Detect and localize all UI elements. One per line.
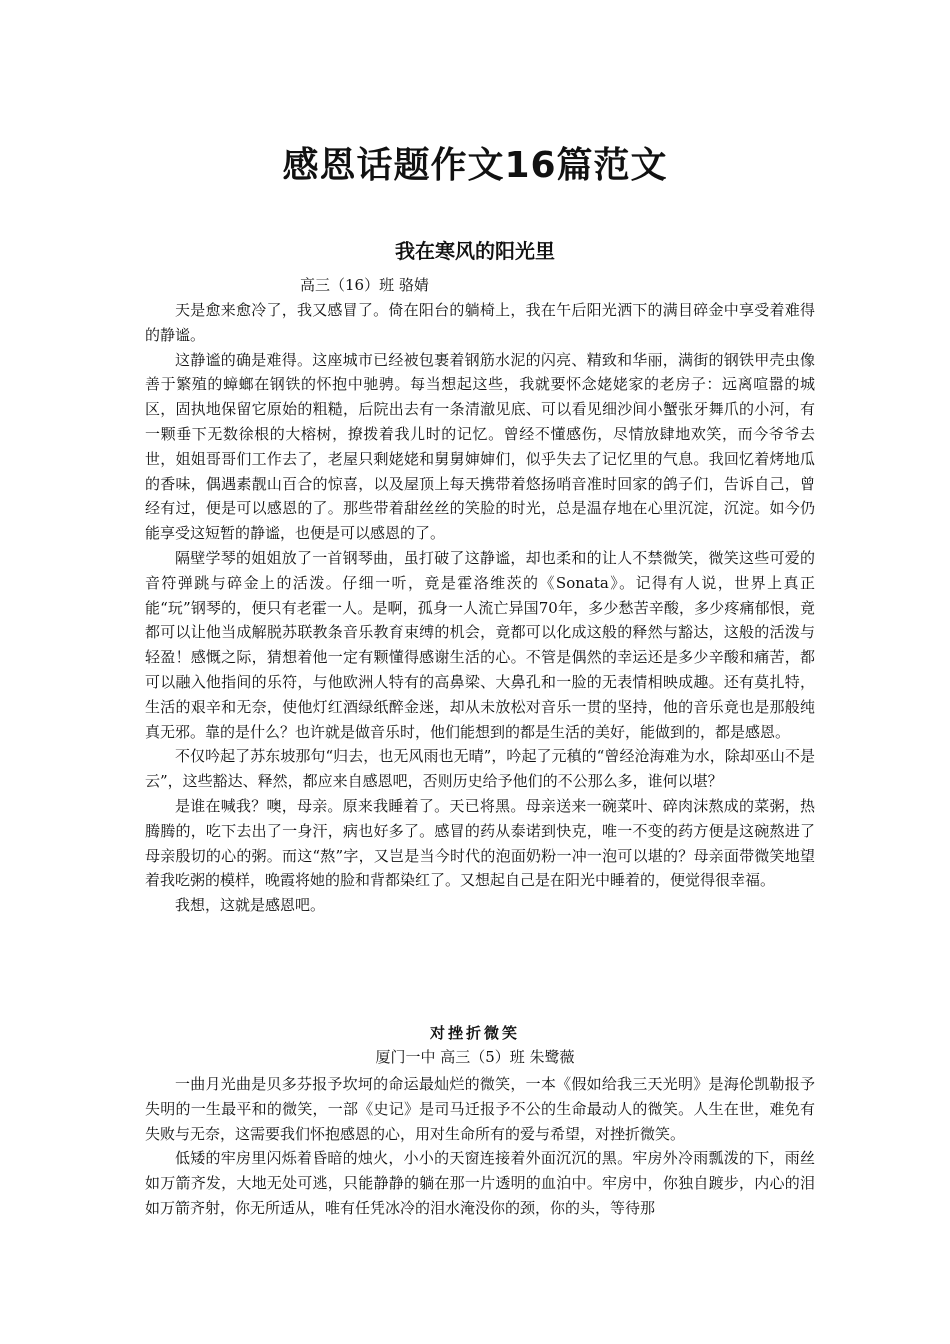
essay-title: 我在寒风的阳光里 (395, 239, 555, 263)
paragraph: 这静谧的确是难得。这座城市已经被包裹着钢筋水泥的闪亮、精致和华丽，满街的钢铁甲壳虫像善于繁殖的蟑螂在钢铁的怀抱中驰骋。每当想起这些，我就要怀念姥姥家的老房子：远离喧嚣的城区，固执地保留它原始的粗糙，后院出去有一条清澈见底、可以看见细沙间小蟹张牙舞爪的小河，有一颗垂下无数徐根的大榕树，撩拨着我儿时的记忆。曾经不懂感伤，尽情放肆地欢笑，而今爷爷去世，姐姐哥哥们工作去了，老屋只剩姥姥和舅舅婶婶们，似乎失去了记忆里的气息。我回忆着烤地瓜的香味，偶遇素靓山百合的惊喜，以及屋顶上每天携带着悠扬哨音准时回家的鸽子们，告诉自己，曾经有过，便是可以感恩的了。那些带着甜丝丝的笑脸的时光，总是温存地在心里沉淀，沉淀。如今仍能享受这短暂的静谧，也便是可以感恩的了。 (145, 350, 815, 543)
paragraph: 天是愈来愈冷了，我又感冒了。倚在阳台的躺椅上，我在午后阳光洒下的满目碎金中享受着难得的静谧。 (145, 301, 815, 344)
paragraph: 一曲月光曲是贝多芬报予坎坷的命运最灿烂的微笑，一本《假如给我三天光明》是海伦凯勒报予失明的一生最平和的微笑，一部《史记》是司马迁报予不公的生命最动人的微笑。人生在世，难免有失败与无奈，这需要我们怀抱感恩的心，用对生命所有的爱与希望，对挫折微笑。 (145, 1075, 815, 1143)
paragraph: 是谁在喊我？噢，母亲。原来我睡着了。天已将黑。母亲送来一碗菜叶、碎肉沫熬成的菜粥，热腾腾的，吃下去出了一身汗，病也好多了。感冒的药从泰诺到快克，唯一不变的药方便是这碗熬进了母亲殷切的心的粥。而这“熬”字，又岂是当今时代的泡面奶粉一冲一泡可以堪的？母亲面带微笑地望着我吃粥的模样，晚霞将她的脸和背都染红了。又想起自己是在阳光中睡着的，便觉得很幸福。 (145, 796, 815, 890)
paragraph: 低矮的牢房里闪烁着昏暗的烛火，小小的天窗连接着外面沉沉的黑。牢房外冷雨瓢泼的下，雨丝如万箭齐发，大地无处可逃，只能静静的躺在那一片透明的血泊中。牢房中，你独自踱步，内心的泪如万箭齐射，你无所适从，唯有任凭冰冷的泪水淹没你的颈，你的头，等待那 (145, 1149, 815, 1217)
essay-body (145, 1072, 815, 1221)
essay-author: 厦门一中 高三（5）班 朱鹭薇 (375, 1048, 575, 1066)
paragraph: 隔壁学琴的姐姐放了一首钢琴曲，虽打破了这静谧，却也柔和的让人不禁微笑，微笑这些可爱的音符弹跳与碎金上的活泼。仔细一听，竟是霍洛维茨的《Sonata》。记得有人说，世界上真正能“玩”钢琴的，便只有老霍一人。是啊，孤身一人流亡异国70年，多少愁苦辛酸，多少疼痛郁恨，竟都可以让他当成解脱苏联教条音乐教育束缚的机会，竟都可以化成这般的释然与豁达，这般的活泼与轻盈！感慨之际，猜想着他一定有颗懂得感谢生活的心。不管是偶然的幸运还是多少辛酸和痛苦，都可以融入他指间的乐符，与他欧洲人特有的高鼻梁、大鼻孔和一脸的无表情相映成趣。还有莫扎特，生活的艰辛和无奈，使他灯红酒绿纸醉金迷，却从未放松对音乐一贯的坚持，他的音乐竟也是那般纯真无邪。靠的是什么？也许就是做音乐时，他们能想到的都是生活的美好，能做到的，都是感恩。 (145, 548, 815, 741)
paragraph: 我想，这就是感恩吧。 (175, 896, 326, 915)
paragraph: 不仅吟起了苏东坡那句“归去，也无风雨也无晴”，吟起了元稹的“曾经沧海难为水，除却巫山不是云”，这些豁达、释然，都应来自感恩吧，否则历史给予他们的不公那么多，谁何以堪？ (145, 747, 815, 791)
document-title: 感恩话题作文16篇范文 (282, 145, 668, 186)
essay-author: 高三（16）班 骆婧 (300, 276, 429, 294)
essay-title: 对挫折微笑 (429, 1024, 520, 1042)
essay-body (145, 298, 815, 918)
